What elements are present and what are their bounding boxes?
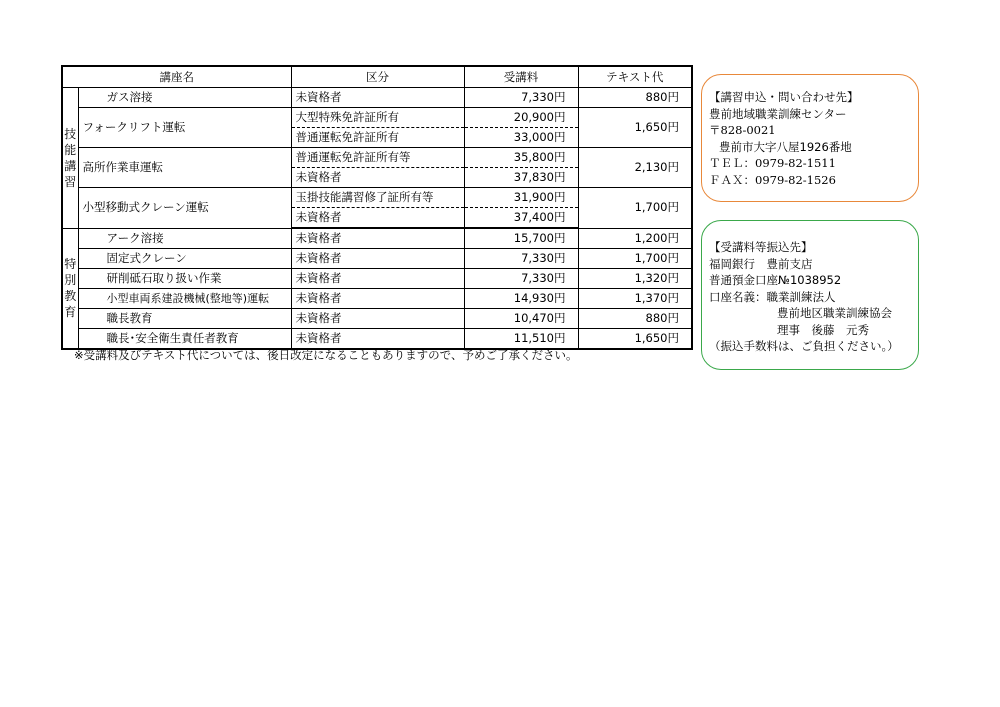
table-row [62,188,692,208]
fee: 31,900円 [464,188,578,208]
course-name: 高所作業車運転 [78,148,291,188]
category: 未資格者 [291,289,464,309]
course-name: 研削砥石取り扱い作業 [78,269,291,289]
text-fee: 1,200円 [578,228,692,249]
category: 普通運転免許証所有 [291,128,464,148]
category: 未資格者 [291,329,464,350]
category: 普通運転免許証所有等 [291,148,464,168]
contact-postal-code: 〒828-0021 [709,123,776,137]
text-fee: 1,700円 [578,188,692,229]
table-row [62,289,692,309]
fee: 7,330円 [464,88,578,108]
course-name: 固定式クレーン [78,249,291,269]
table-row [62,88,692,108]
table-row [62,329,692,350]
text-fee: 2,130円 [578,148,692,188]
header-text-fee: テキスト代 [578,66,692,88]
category: 未資格者 [291,309,464,329]
table-row [62,228,692,249]
table-row [62,148,692,168]
fee: 11,510円 [464,329,578,350]
group-label-special: 特 別 教 育 [62,228,78,349]
text-fee: 1,700円 [578,249,692,269]
text-fee: 880円 [578,309,692,329]
bank-account-number: 普通預金口座№1038952 [709,273,842,287]
text-fee: 1,320円 [578,269,692,289]
category: 玉掛技能講習修了証所有等 [291,188,464,208]
header-category: 区分 [291,66,464,88]
table-row [62,309,692,329]
fee: 37,400円 [464,208,578,229]
fee: 37,830円 [464,168,578,188]
text-fee: 1,650円 [578,108,692,148]
fee: 20,900円 [464,108,578,128]
table-row [62,249,692,269]
bank-account-holder-org: 豊前地区職業訓練協会 [777,306,892,320]
price-revision-note: ※受講料及びテキスト代については、後日改定になることもありますので、予めご了承ください。 [74,348,578,362]
course-name: 職長教育 [78,309,291,329]
contact-title: 【講習申込・問い合わせ先】 [709,90,859,104]
fee-table [61,65,693,350]
bank-account-holder-person: 理事 後藤 元秀 [777,322,869,337]
fee: 33,000円 [464,128,578,148]
course-name: 小型車両系建設機械(整地等)運転 [78,289,291,309]
contact-fax: ＦＡＸ：0979-82-1526 [709,172,836,187]
group-label-skill: 技 能 講 習 [62,88,78,229]
fee: 7,330円 [464,249,578,269]
bank-account-holder-label: 口座名義：職業訓練法人 [709,289,836,304]
course-name: ガス溶接 [78,88,291,108]
contact-address: 豊前市大字八屋1926番地 [719,139,852,154]
table-header-row [62,66,692,88]
category: 未資格者 [291,88,464,108]
category: 未資格者 [291,208,464,229]
bank-title: 【受講料等振込先】 [709,240,813,254]
fee: 35,800円 [464,148,578,168]
text-fee: 1,370円 [578,289,692,309]
category: 未資格者 [291,269,464,289]
category: 未資格者 [291,228,464,249]
fee: 14,930円 [464,289,578,309]
course-name: フォークリフト運転 [78,108,291,148]
fee: 15,700円 [464,228,578,249]
category: 未資格者 [291,249,464,269]
category: 大型特殊免許証所有 [291,108,464,128]
contact-info-box [701,74,919,202]
text-fee: 880円 [578,88,692,108]
category: 未資格者 [291,168,464,188]
bank-transfer-box [701,220,919,370]
contact-phone: ＴＥＬ：0979-82-1511 [709,156,836,170]
header-course: 講座名 [62,66,291,88]
table-row [62,108,692,128]
transfer-fee-note: （振込手数料は、ご負担ください。） [709,339,899,353]
bank-name: 福岡銀行 豊前支店 [709,256,813,271]
course-name: 職長･安全衛生責任者教育 [78,329,291,350]
contact-organization: 豊前地域職業訓練センター [709,106,847,121]
table-row [62,269,692,289]
fee: 10,470円 [464,309,578,329]
header-fee: 受講料 [464,66,578,88]
text-fee: 1,650円 [578,329,692,350]
course-name: アーク溶接 [78,228,291,249]
course-name: 小型移動式クレーン運転 [78,188,291,229]
fee: 7,330円 [464,269,578,289]
